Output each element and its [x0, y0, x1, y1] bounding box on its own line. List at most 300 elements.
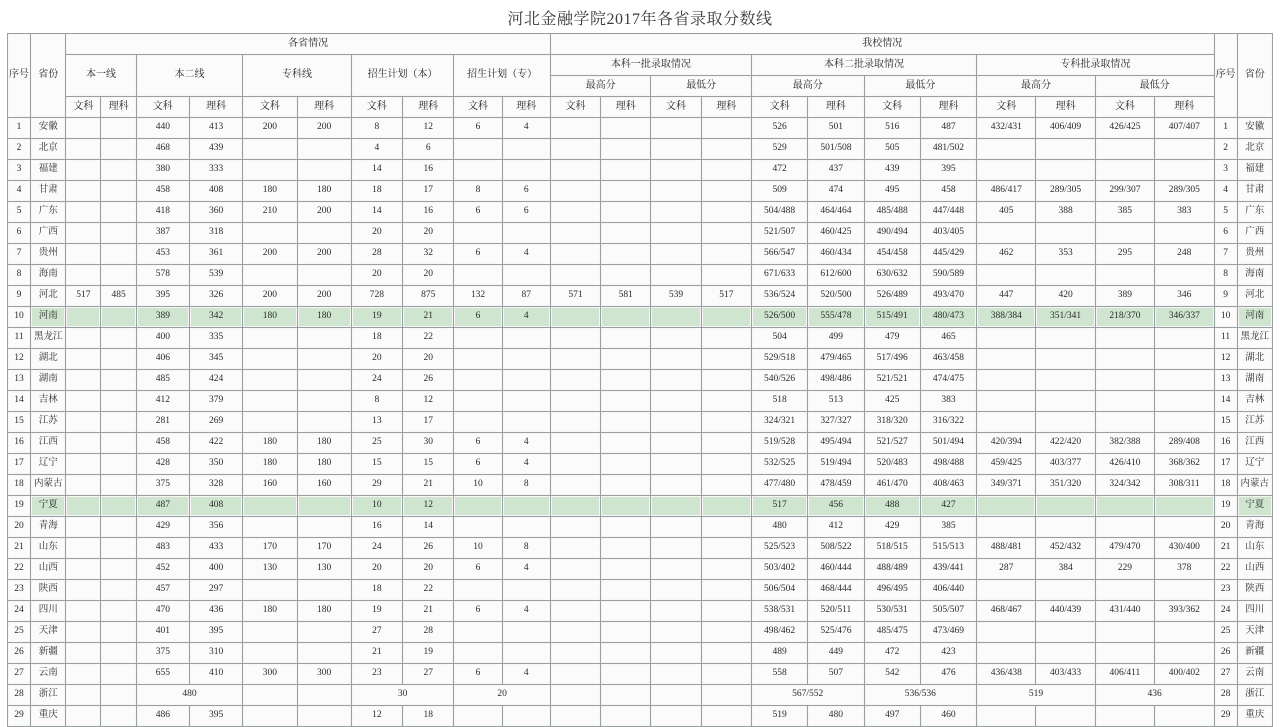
table-row: [8, 601, 1272, 621]
bk1-low-li-cell: [702, 685, 751, 705]
bener-wen-cell: 418: [137, 202, 189, 222]
plan-zhuan-li-cell: 8: [503, 475, 550, 495]
plan-zhuan-li-cell: [503, 223, 550, 243]
plan-zhuan-li-cell: [503, 160, 550, 180]
bk2-low-wen-cell: 530/531: [865, 601, 920, 621]
bener-wen-cell: 440: [137, 118, 189, 138]
province-cell-left: 江西: [31, 433, 65, 453]
benyi-wen-cell: [66, 202, 100, 222]
zhuanke-wen-cell: 300: [243, 664, 296, 684]
bk1-low-wen-cell: [651, 391, 700, 411]
plan-zhuan-li-cell: [503, 517, 550, 537]
zk-high-wen-cell: 459/425: [977, 454, 1035, 474]
table-row: [8, 538, 1272, 558]
benyi-li-cell: [101, 454, 135, 474]
plan-ben-wen-cell: 20: [352, 223, 402, 243]
zk-low-li-cell: [1155, 160, 1213, 180]
zk-high-li-cell: [1036, 223, 1094, 243]
plan-zhuan-wen-cell: [454, 160, 501, 180]
zhuanke-wen-cell: [243, 622, 296, 642]
bk1-high-wen-cell: [551, 223, 600, 243]
row-index-right: 15: [1215, 412, 1237, 432]
plan-ben-li-cell: 875: [403, 286, 453, 306]
province-cell-right: 江西: [1238, 433, 1272, 453]
header-bk2-low-wen: 文科: [865, 97, 920, 117]
zhuanke-wen-cell: [243, 160, 296, 180]
bk1-low-wen-cell: [651, 517, 700, 537]
zhuanke-wen-cell: [243, 328, 296, 348]
bk2-low-wen-cell: 472: [865, 643, 920, 663]
plan-ben-merged-cell: 30: [352, 685, 454, 705]
province-cell-left: 安徽: [31, 118, 65, 138]
zk-high-wen-cell: [977, 643, 1035, 663]
benyi-wen-cell: [66, 307, 100, 327]
plan-zhuan-wen-cell: 8: [454, 181, 501, 201]
benyi-li-cell: [101, 601, 135, 621]
bener-wen-cell: 387: [137, 223, 189, 243]
benyi-wen-cell: [66, 559, 100, 579]
bener-li-cell: 436: [190, 601, 242, 621]
plan-ben-wen-cell: 20: [352, 265, 402, 285]
row-index-left: 19: [8, 496, 30, 516]
bk1-low-wen-cell: [651, 370, 700, 390]
row-index-left: 8: [8, 265, 30, 285]
bk1-high-li-cell: [601, 265, 650, 285]
zhuanke-li-cell: [298, 580, 351, 600]
header-row-2: [8, 55, 1272, 75]
bk2-low-li-cell: 515/513: [921, 538, 976, 558]
bk1-low-li-cell: [702, 328, 751, 348]
bk1-low-li-cell: [702, 244, 751, 264]
province-cell-left: 宁夏: [31, 496, 65, 516]
zhuanke-li-cell: [298, 349, 351, 369]
plan-ben-wen-cell: 20: [352, 559, 402, 579]
bk1-low-wen-cell: [651, 349, 700, 369]
bk2-high-li-cell: 474: [808, 181, 863, 201]
bk1-high-wen-cell: [551, 370, 600, 390]
bk1-low-wen-cell: [651, 706, 700, 726]
zk-low-wen-cell: [1096, 160, 1154, 180]
bk1-high-wen-cell: [551, 160, 600, 180]
bener-wen-cell: 485: [137, 370, 189, 390]
row-index-left: 25: [8, 622, 30, 642]
bk1-high-wen-cell: [551, 685, 600, 705]
plan-ben-wen-cell: 728: [352, 286, 402, 306]
zhuanke-wen-cell: 170: [243, 538, 296, 558]
header-zhuanke: 专科线: [243, 55, 351, 96]
bk2-high-li-cell: 478/459: [808, 475, 863, 495]
bk1-high-li-cell: 581: [601, 286, 650, 306]
plan-zhuan-li-cell: 6: [503, 181, 550, 201]
plan-ben-li-cell: 12: [403, 118, 453, 138]
zk-low-wen-cell: 295: [1096, 244, 1154, 264]
zk-low-li-cell: 308/311: [1155, 475, 1213, 495]
bk1-low-li-cell: [702, 706, 751, 726]
table-header: [8, 34, 1272, 117]
province-cell-right: 北京: [1238, 139, 1272, 159]
plan-zhuan-wen-cell: 10: [454, 475, 501, 495]
benyi-wen-cell: [66, 496, 100, 516]
bk1-low-li-cell: [702, 559, 751, 579]
zhuanke-li-cell: [298, 622, 351, 642]
plan-zhuan-wen-cell: [454, 643, 501, 663]
plan-zhuan-wen-cell: [454, 370, 501, 390]
plan-ben-wen-cell: 21: [352, 643, 402, 663]
plan-ben-wen-cell: 13: [352, 412, 402, 432]
zk-low-wen-cell: 229: [1096, 559, 1154, 579]
bk1-high-wen-cell: [551, 454, 600, 474]
plan-ben-li-cell: 20: [403, 265, 453, 285]
bener-li-cell: 408: [190, 496, 242, 516]
table-row: [8, 181, 1272, 201]
plan-zhuan-li-cell: [503, 706, 550, 726]
zk-high-wen-cell: 420/394: [977, 433, 1035, 453]
header-bk1-high: 最高分: [551, 76, 651, 96]
bener-li-cell: 360: [190, 202, 242, 222]
bk2-low-wen-cell: 495: [865, 181, 920, 201]
zhuanke-li-cell: [298, 391, 351, 411]
plan-zhuan-wen-cell: [454, 391, 501, 411]
plan-ben-li-cell: 20: [403, 559, 453, 579]
plan-zhuan-li-cell: 4: [503, 454, 550, 474]
zk-high-wen-cell: 388/384: [977, 307, 1035, 327]
bk1-low-wen-cell: [651, 454, 700, 474]
bener-wen-cell: 458: [137, 181, 189, 201]
row-index-left: 5: [8, 202, 30, 222]
plan-zhuan-wen-cell: [454, 580, 501, 600]
plan-ben-wen-cell: 14: [352, 160, 402, 180]
bk2-low-li-cell: 474/475: [921, 370, 976, 390]
bk1-high-li-cell: [601, 706, 650, 726]
zk-high-li-cell: [1036, 412, 1094, 432]
table-row: [8, 391, 1272, 411]
bk2-low-wen-cell: 497: [865, 706, 920, 726]
row-index-left: 11: [8, 328, 30, 348]
bk2-low-li-cell: 460: [921, 706, 976, 726]
bk1-low-li-cell: [702, 622, 751, 642]
province-cell-left: 黑龙江: [31, 328, 65, 348]
bk1-low-li-cell: [702, 433, 751, 453]
benyi-li-cell: [101, 412, 135, 432]
bener-li-cell: 328: [190, 475, 242, 495]
bk1-high-li-cell: [601, 139, 650, 159]
bener-wen-cell: 486: [137, 706, 189, 726]
bk1-low-li-cell: [702, 370, 751, 390]
province-cell-left: 新疆: [31, 643, 65, 663]
bk2-high-li-cell: 513: [808, 391, 863, 411]
zk-low-li-cell: 383: [1155, 202, 1213, 222]
bk2-high-wen-cell: 504: [752, 328, 807, 348]
header-bk1-high-wen: 文科: [551, 97, 600, 117]
bk2-high-wen-cell: 529: [752, 139, 807, 159]
bener-li-cell: 395: [190, 622, 242, 642]
benyi-wen-cell: [66, 391, 100, 411]
bk1-high-li-cell: [601, 391, 650, 411]
zk-high-li-cell: [1036, 622, 1094, 642]
bener-li-cell: 342: [190, 307, 242, 327]
zhuanke-wen-cell: [243, 223, 296, 243]
zhuanke-li-cell: [298, 223, 351, 243]
province-cell-left: 辽宁: [31, 454, 65, 474]
province-cell-left: 四川: [31, 601, 65, 621]
province-cell-right: 广东: [1238, 202, 1272, 222]
bk1-low-li-cell: [702, 118, 751, 138]
zhuanke-wen-cell: [243, 517, 296, 537]
zk-low-li-cell: 407/407: [1155, 118, 1213, 138]
zhuanke-wen-cell: [243, 391, 296, 411]
benyi-wen-cell: [66, 244, 100, 264]
bk2-high-li-cell: 460/434: [808, 244, 863, 264]
row-index-left: 21: [8, 538, 30, 558]
row-index-left: 23: [8, 580, 30, 600]
zhuanke-wen-cell: [243, 496, 296, 516]
benyi-wen-cell: [66, 328, 100, 348]
benyi-li-cell: [101, 202, 135, 222]
zk-low-li-cell: [1155, 349, 1213, 369]
row-index-left: 7: [8, 244, 30, 264]
row-index-left: 28: [8, 685, 30, 705]
zk-low-li-cell: [1155, 706, 1213, 726]
bk2-low-li-cell: 427: [921, 496, 976, 516]
plan-ben-li-cell: 21: [403, 475, 453, 495]
bk2-high-wen-cell: 525/523: [752, 538, 807, 558]
bener-wen-cell: 429: [137, 517, 189, 537]
plan-zhuan-li-cell: [503, 622, 550, 642]
plan-zhuan-wen-cell: 6: [454, 244, 501, 264]
bk2-low-merged-cell: 536/536: [865, 685, 977, 705]
bk1-low-wen-cell: [651, 643, 700, 663]
table-row: [8, 223, 1272, 243]
header-bk2-low: 最低分: [865, 76, 977, 96]
bk2-low-wen-cell: 515/491: [865, 307, 920, 327]
zk-low-wen-cell: 299/307: [1096, 181, 1154, 201]
province-cell-right: 贵州: [1238, 244, 1272, 264]
zk-low-li-cell: 430/400: [1155, 538, 1213, 558]
bk1-low-wen-cell: [651, 685, 700, 705]
bk2-low-wen-cell: 496/495: [865, 580, 920, 600]
zhuanke-li-cell: 180: [298, 601, 351, 621]
bk2-high-wen-cell: 517: [752, 496, 807, 516]
bk2-low-wen-cell: 521/521: [865, 370, 920, 390]
bk1-high-wen-cell: [551, 622, 600, 642]
zhuanke-wen-cell: 200: [243, 244, 296, 264]
zk-high-wen-cell: [977, 328, 1035, 348]
zhuanke-li-cell: [298, 643, 351, 663]
plan-ben-li-cell: 26: [403, 370, 453, 390]
table-row: [8, 160, 1272, 180]
bk2-low-li-cell: 465: [921, 328, 976, 348]
province-cell-left: 青海: [31, 517, 65, 537]
plan-ben-wen-cell: 4: [352, 139, 402, 159]
bk1-high-wen-cell: 571: [551, 286, 600, 306]
zk-high-li-cell: 440/439: [1036, 601, 1094, 621]
plan-ben-wen-cell: 18: [352, 580, 402, 600]
bk2-high-wen-cell: 566/547: [752, 244, 807, 264]
province-cell-left: 广东: [31, 202, 65, 222]
bener-li-cell: 333: [190, 160, 242, 180]
page-title: 河北金融学院2017年各省录取分数线: [507, 11, 773, 28]
province-cell-right: 重庆: [1238, 706, 1272, 726]
bk1-high-li-cell: [601, 328, 650, 348]
bk2-low-wen-cell: 526/489: [865, 286, 920, 306]
row-index-left: 3: [8, 160, 30, 180]
plan-ben-li-cell: 22: [403, 328, 453, 348]
table-row: [8, 286, 1272, 306]
zhuanke-li-cell: [298, 265, 351, 285]
bk2-high-li-cell: 519/494: [808, 454, 863, 474]
header-bk2: 本科二批录取情况: [752, 55, 976, 75]
bener-wen-cell: 428: [137, 454, 189, 474]
row-index-right: 16: [1215, 433, 1237, 453]
benyi-li-cell: [101, 496, 135, 516]
benyi-li-cell: [101, 160, 135, 180]
bk2-high-li-cell: 498/486: [808, 370, 863, 390]
zk-high-li-cell: 384: [1036, 559, 1094, 579]
zhuanke-wen-cell: [243, 580, 296, 600]
bk1-high-wen-cell: [551, 412, 600, 432]
province-cell-right: 甘肃: [1238, 181, 1272, 201]
plan-ben-li-cell: 28: [403, 622, 453, 642]
province-cell-left: 福建: [31, 160, 65, 180]
bener-wen-cell: 453: [137, 244, 189, 264]
header-planzhuan-wen: 文科: [454, 97, 501, 117]
row-index-right: 22: [1215, 559, 1237, 579]
benyi-li-cell: [101, 181, 135, 201]
plan-ben-li-cell: 12: [403, 496, 453, 516]
bk2-low-li-cell: 590/589: [921, 265, 976, 285]
bk2-high-wen-cell: 504/488: [752, 202, 807, 222]
zk-high-wen-cell: [977, 622, 1035, 642]
bk2-high-wen-cell: 536/524: [752, 286, 807, 306]
zk-high-wen-cell: [977, 370, 1035, 390]
province-cell-right: 湖南: [1238, 370, 1272, 390]
header-planben-wen: 文科: [352, 97, 402, 117]
bk1-low-li-cell: [702, 517, 751, 537]
row-index-right: 21: [1215, 538, 1237, 558]
zk-low-li-cell: [1155, 643, 1213, 663]
bk2-low-li-cell: 458: [921, 181, 976, 201]
bk2-high-wen-cell: 519/528: [752, 433, 807, 453]
bk2-low-li-cell: 505/507: [921, 601, 976, 621]
plan-ben-wen-cell: 12: [352, 706, 402, 726]
benyi-wen-cell: [66, 160, 100, 180]
plan-zhuan-li-cell: 4: [503, 664, 550, 684]
plan-zhuan-wen-cell: 6: [454, 433, 501, 453]
bk2-low-wen-cell: 542: [865, 664, 920, 684]
bk1-low-wen-cell: [651, 139, 700, 159]
bk1-high-wen-cell: [551, 706, 600, 726]
bk2-low-wen-cell: 318/320: [865, 412, 920, 432]
benyi-li-cell: [101, 685, 135, 705]
plan-ben-li-cell: 18: [403, 706, 453, 726]
header-zk-high-wen: 文科: [977, 97, 1035, 117]
zk-low-li-cell: [1155, 622, 1213, 642]
bk2-low-wen-cell: 479: [865, 328, 920, 348]
zk-low-li-cell: 289/305: [1155, 181, 1213, 201]
province-cell-right: 内蒙古: [1238, 475, 1272, 495]
benyi-li-cell: [101, 349, 135, 369]
zhuanke-wen-cell: 130: [243, 559, 296, 579]
zhuanke-li-cell: [298, 706, 351, 726]
plan-ben-li-cell: 15: [403, 454, 453, 474]
header-benyi: 本一线: [66, 55, 135, 96]
benyi-wen-cell: [66, 538, 100, 558]
header-zk-high-li: 理科: [1036, 97, 1094, 117]
bk2-low-wen-cell: 461/470: [865, 475, 920, 495]
bk1-low-wen-cell: [651, 328, 700, 348]
zk-high-li-cell: 388: [1036, 202, 1094, 222]
bener-wen-cell: 458: [137, 433, 189, 453]
zhuanke-wen-cell: [243, 370, 296, 390]
table-row: [8, 328, 1272, 348]
header-group-enroll: 各省情况: [66, 34, 550, 54]
zk-high-li-cell: 351/320: [1036, 475, 1094, 495]
zk-low-wen-cell: 324/342: [1096, 475, 1154, 495]
bk2-high-wen-cell: 540/526: [752, 370, 807, 390]
zk-high-li-cell: [1036, 139, 1094, 159]
zhuanke-wen-cell: 180: [243, 307, 296, 327]
plan-zhuan-li-cell: [503, 349, 550, 369]
plan-ben-li-cell: 14: [403, 517, 453, 537]
plan-ben-wen-cell: 24: [352, 370, 402, 390]
bk2-low-wen-cell: 517/496: [865, 349, 920, 369]
row-index-left: 20: [8, 517, 30, 537]
plan-zhuan-wen-cell: [454, 139, 501, 159]
benyi-wen-cell: [66, 181, 100, 201]
bk2-high-wen-cell: 538/531: [752, 601, 807, 621]
row-index-right: 4: [1215, 181, 1237, 201]
bener-wen-cell: 400: [137, 328, 189, 348]
row-index-right: 12: [1215, 349, 1237, 369]
bk1-high-li-cell: [601, 559, 650, 579]
zk-low-li-cell: [1155, 370, 1213, 390]
zk-high-wen-cell: 405: [977, 202, 1035, 222]
row-index-right: 25: [1215, 622, 1237, 642]
bk1-high-wen-cell: [551, 517, 600, 537]
zk-high-li-cell: [1036, 370, 1094, 390]
bk2-high-wen-cell: 489: [752, 643, 807, 663]
plan-zhuan-li-cell: [503, 412, 550, 432]
bener-li-cell: 335: [190, 328, 242, 348]
plan-ben-wen-cell: 25: [352, 433, 402, 453]
row-index-left: 13: [8, 370, 30, 390]
zk-low-wen-cell: [1096, 328, 1154, 348]
zk-high-wen-cell: [977, 265, 1035, 285]
bener-li-cell: 269: [190, 412, 242, 432]
header-bk1-low-li: 理科: [702, 97, 751, 117]
bk1-high-wen-cell: [551, 202, 600, 222]
benyi-li-cell: [101, 328, 135, 348]
bk1-high-wen-cell: [551, 244, 600, 264]
bk2-high-li-cell: 460/425: [808, 223, 863, 243]
zk-low-wen-cell: 385: [1096, 202, 1154, 222]
plan-zhuan-li-cell: [503, 139, 550, 159]
bk2-high-li-cell: 460/444: [808, 559, 863, 579]
bk2-high-wen-cell: 521/507: [752, 223, 807, 243]
benyi-li-cell: [101, 244, 135, 264]
zhuanke-li-cell: 180: [298, 307, 351, 327]
zk-high-li-cell: [1036, 328, 1094, 348]
zk-low-li-cell: 346/337: [1155, 307, 1213, 327]
row-index-left: 9: [8, 286, 30, 306]
bk1-low-wen-cell: [651, 433, 700, 453]
bk1-high-li-cell: [601, 517, 650, 537]
zk-low-wen-cell: [1096, 139, 1154, 159]
zk-low-li-cell: 346: [1155, 286, 1213, 306]
province-cell-left: 山西: [31, 559, 65, 579]
bk1-low-li-cell: [702, 223, 751, 243]
benyi-li-cell: [101, 559, 135, 579]
